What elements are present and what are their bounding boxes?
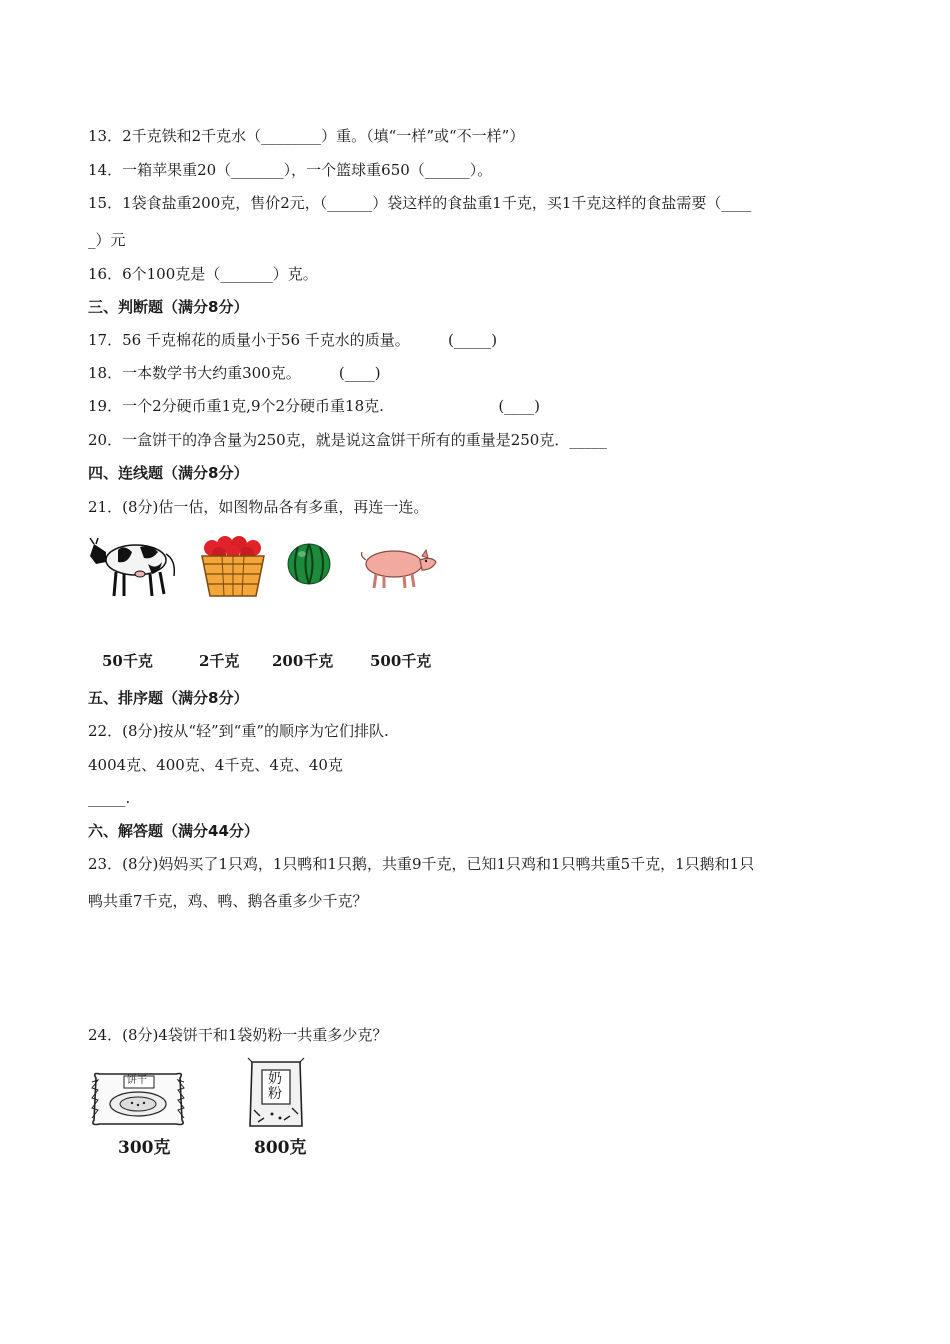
weight-label-4: 500千克 [370, 652, 432, 670]
question-20: 20．一盒饼干的净含量为250克，就是说这盒饼干所有的重量是250克．_____ [88, 431, 607, 449]
question-22-items: 4004克、400克、4千克、4克、40克 [88, 756, 343, 774]
question-13: 13．2千克铁和2千克水（________）重。（填“一样”或“不一样”） [88, 127, 525, 145]
question-14: 14．一箱苹果重20（_______），一个篮球重650（______）。 [88, 161, 493, 179]
question-22-answer-blank: _____. [88, 789, 131, 807]
milk-powder-bag [244, 1056, 308, 1132]
watermelon-icon [286, 542, 332, 586]
question-15-line2: _）元 [88, 231, 126, 249]
question-23-line2: 鸭共重7千克，鸡、鸭、鹅各重多少千克？ [88, 892, 368, 910]
weight-label-2: 2千克 [199, 652, 240, 670]
question-19: 19．一个2分硬币重1克,9个2分硬币重18克. (____) [88, 397, 541, 415]
section-4-heading: 四、连线题（满分8分） [88, 464, 249, 482]
question-23-line1: 23．(8分)妈妈买了1只鸡，1只鸭和1只鹅，共重9千克，已知1只鸡和1只鸭共重5千克，1只鹅和1只 [88, 855, 755, 873]
biscuit-weight-label: 300克 [118, 1138, 171, 1158]
section-3-heading: 三、判断题（满分8分） [88, 298, 249, 316]
question-16: 16．6个100克是（_______）克。 [88, 265, 318, 283]
question-18: 18．一本数学书大约重300克。 (____) [88, 364, 381, 382]
weight-label-1: 50千克 [102, 652, 153, 670]
question-21: 21．(8分)估一估，如图物品各有多重，再连一连。 [88, 498, 429, 516]
section-6-heading: 六、解答题（满分44分） [88, 822, 259, 840]
apple-basket-icon [198, 534, 268, 598]
question-17: 17．56 千克棉花的质量小于56 千克水的质量。 (_____) [88, 331, 498, 349]
weight-label-3: 200千克 [272, 652, 334, 670]
milk-powder-weight-label: 800克 [254, 1138, 307, 1158]
section-5-heading: 五、排序题（满分8分） [88, 689, 249, 707]
question-22: 22．(8分)按从“轻”到“重”的顺序为它们排队. [88, 722, 389, 740]
pig-icon [354, 544, 440, 590]
question-24: 24．(8分)4袋饼干和1袋奶粉一共重多少克？ [88, 1026, 388, 1044]
question-15-line1: 15．1袋食盐重200克，售价2元，（______）袋这样的食盐重1千克，买1千克这样的食盐需要（____ [88, 194, 752, 212]
milk-powder-text: 奶粉 [268, 1071, 282, 1102]
biscuit-bag-text: 饼干 [127, 1075, 147, 1086]
cow-icon [88, 530, 182, 600]
biscuit-bag [88, 1068, 188, 1130]
